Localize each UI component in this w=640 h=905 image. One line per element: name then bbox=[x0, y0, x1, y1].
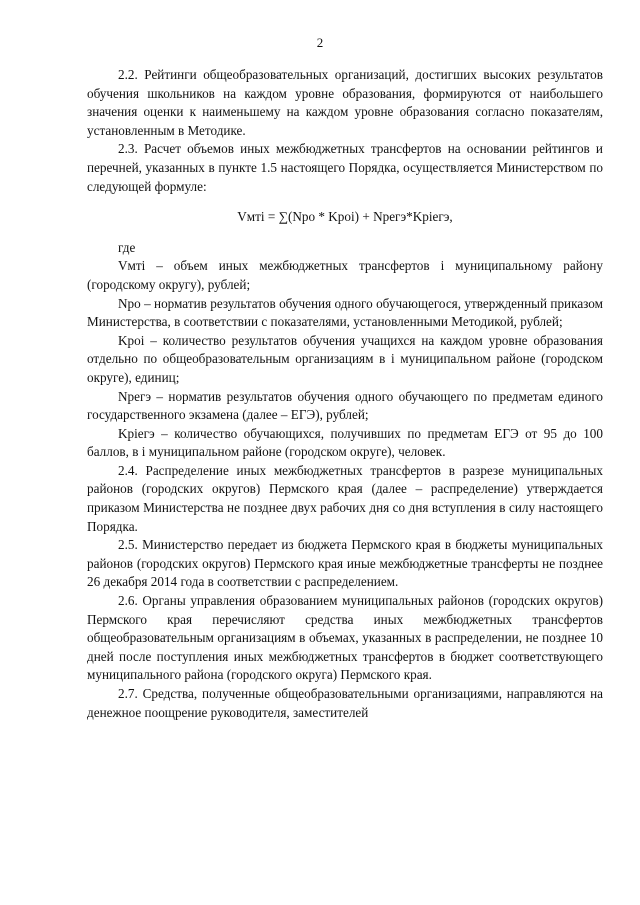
definition-kroi: Kроi – количество результатов обучения учащихся на каждом уровне образования отдельно по общеобразовательным организациям в i муниципальном районе (городском округе), единиц; bbox=[87, 332, 603, 385]
document-body bbox=[87, 66, 603, 722]
paragraph-2-3: 2.3. Расчет объемов иных межбюджетных трансфертов на основании рейтингов и перечней, указанных в пункте 1.5 настоящего Порядка, осуществляется Министерством по следующей формуле: bbox=[87, 141, 603, 194]
definition-kriege: Kрiегэ – количество обучающихся, получивших по предметам ЕГЭ от 95 до 100 баллов, в i муниципальном районе (городском округе), человек. bbox=[87, 425, 603, 460]
definition-nro: Nро – норматив результатов обучения одного обучающегося, утвержденный приказом Министерства, в соответствии с показателями, установленными Методикой, рублей; bbox=[87, 295, 603, 330]
paragraph-2-6: 2.6. Органы управления образованием муниципальных районов (городских округов) Пермского края перечисляют средства иных межбюджетных трансфертов общеобразовательным организациям в объемах, указанных в распределении, не позднее 10 дней после поступления иных межбюджетных трансфертов в бюджет соответствующего муниципального района (городского округа) Пермского края. bbox=[87, 593, 603, 683]
formula-where: где bbox=[118, 239, 136, 255]
paragraph-2-2: 2.2. Рейтинги общеобразовательных организаций, достигших высоких результатов обучения школьников на каждом уровне образования, формируются от наибольшего значения оценки к наименьшему на каждом уровне образования согласно показателям, установленным в Методике. bbox=[87, 67, 603, 138]
paragraph-2-5: 2.5. Министерство передает из бюджета Пермского края в бюджеты муниципальных районов (городских округов) Пермского края иные межбюджетные трансферты не позднее 26 декабря 2014 года в соответствии с распределением. bbox=[87, 537, 603, 590]
paragraph-2-7: 2.7. Средства, полученные общеобразовательными организациями, направляются на денежное поощрение руководителя, заместителей bbox=[87, 686, 603, 720]
paragraph-2-4: 2.4. Распределение иных межбюджетных трансфертов в разрезе муниципальных районов (городских округов) Пермского края (далее – распределение) утверждается приказом Министерства не позднее двух рабочих дня со дня вступления в силу настоящего Порядка. bbox=[87, 462, 603, 534]
definition-vmti: Vмтi – объем иных межбюджетных трансфертов i муниципальному району (городскому округу), рублей; bbox=[87, 258, 603, 292]
formula: Vмтi = ∑(Nро * Kроi) + Nрегэ*Kрiегэ, bbox=[237, 209, 453, 225]
page-number: 2 bbox=[316, 35, 324, 50]
definition-nrege: Nрегэ – норматив результатов обучения одного обучающего по предметам единого государственного экзамена (далее – ЕГЭ), рублей; bbox=[87, 388, 603, 423]
